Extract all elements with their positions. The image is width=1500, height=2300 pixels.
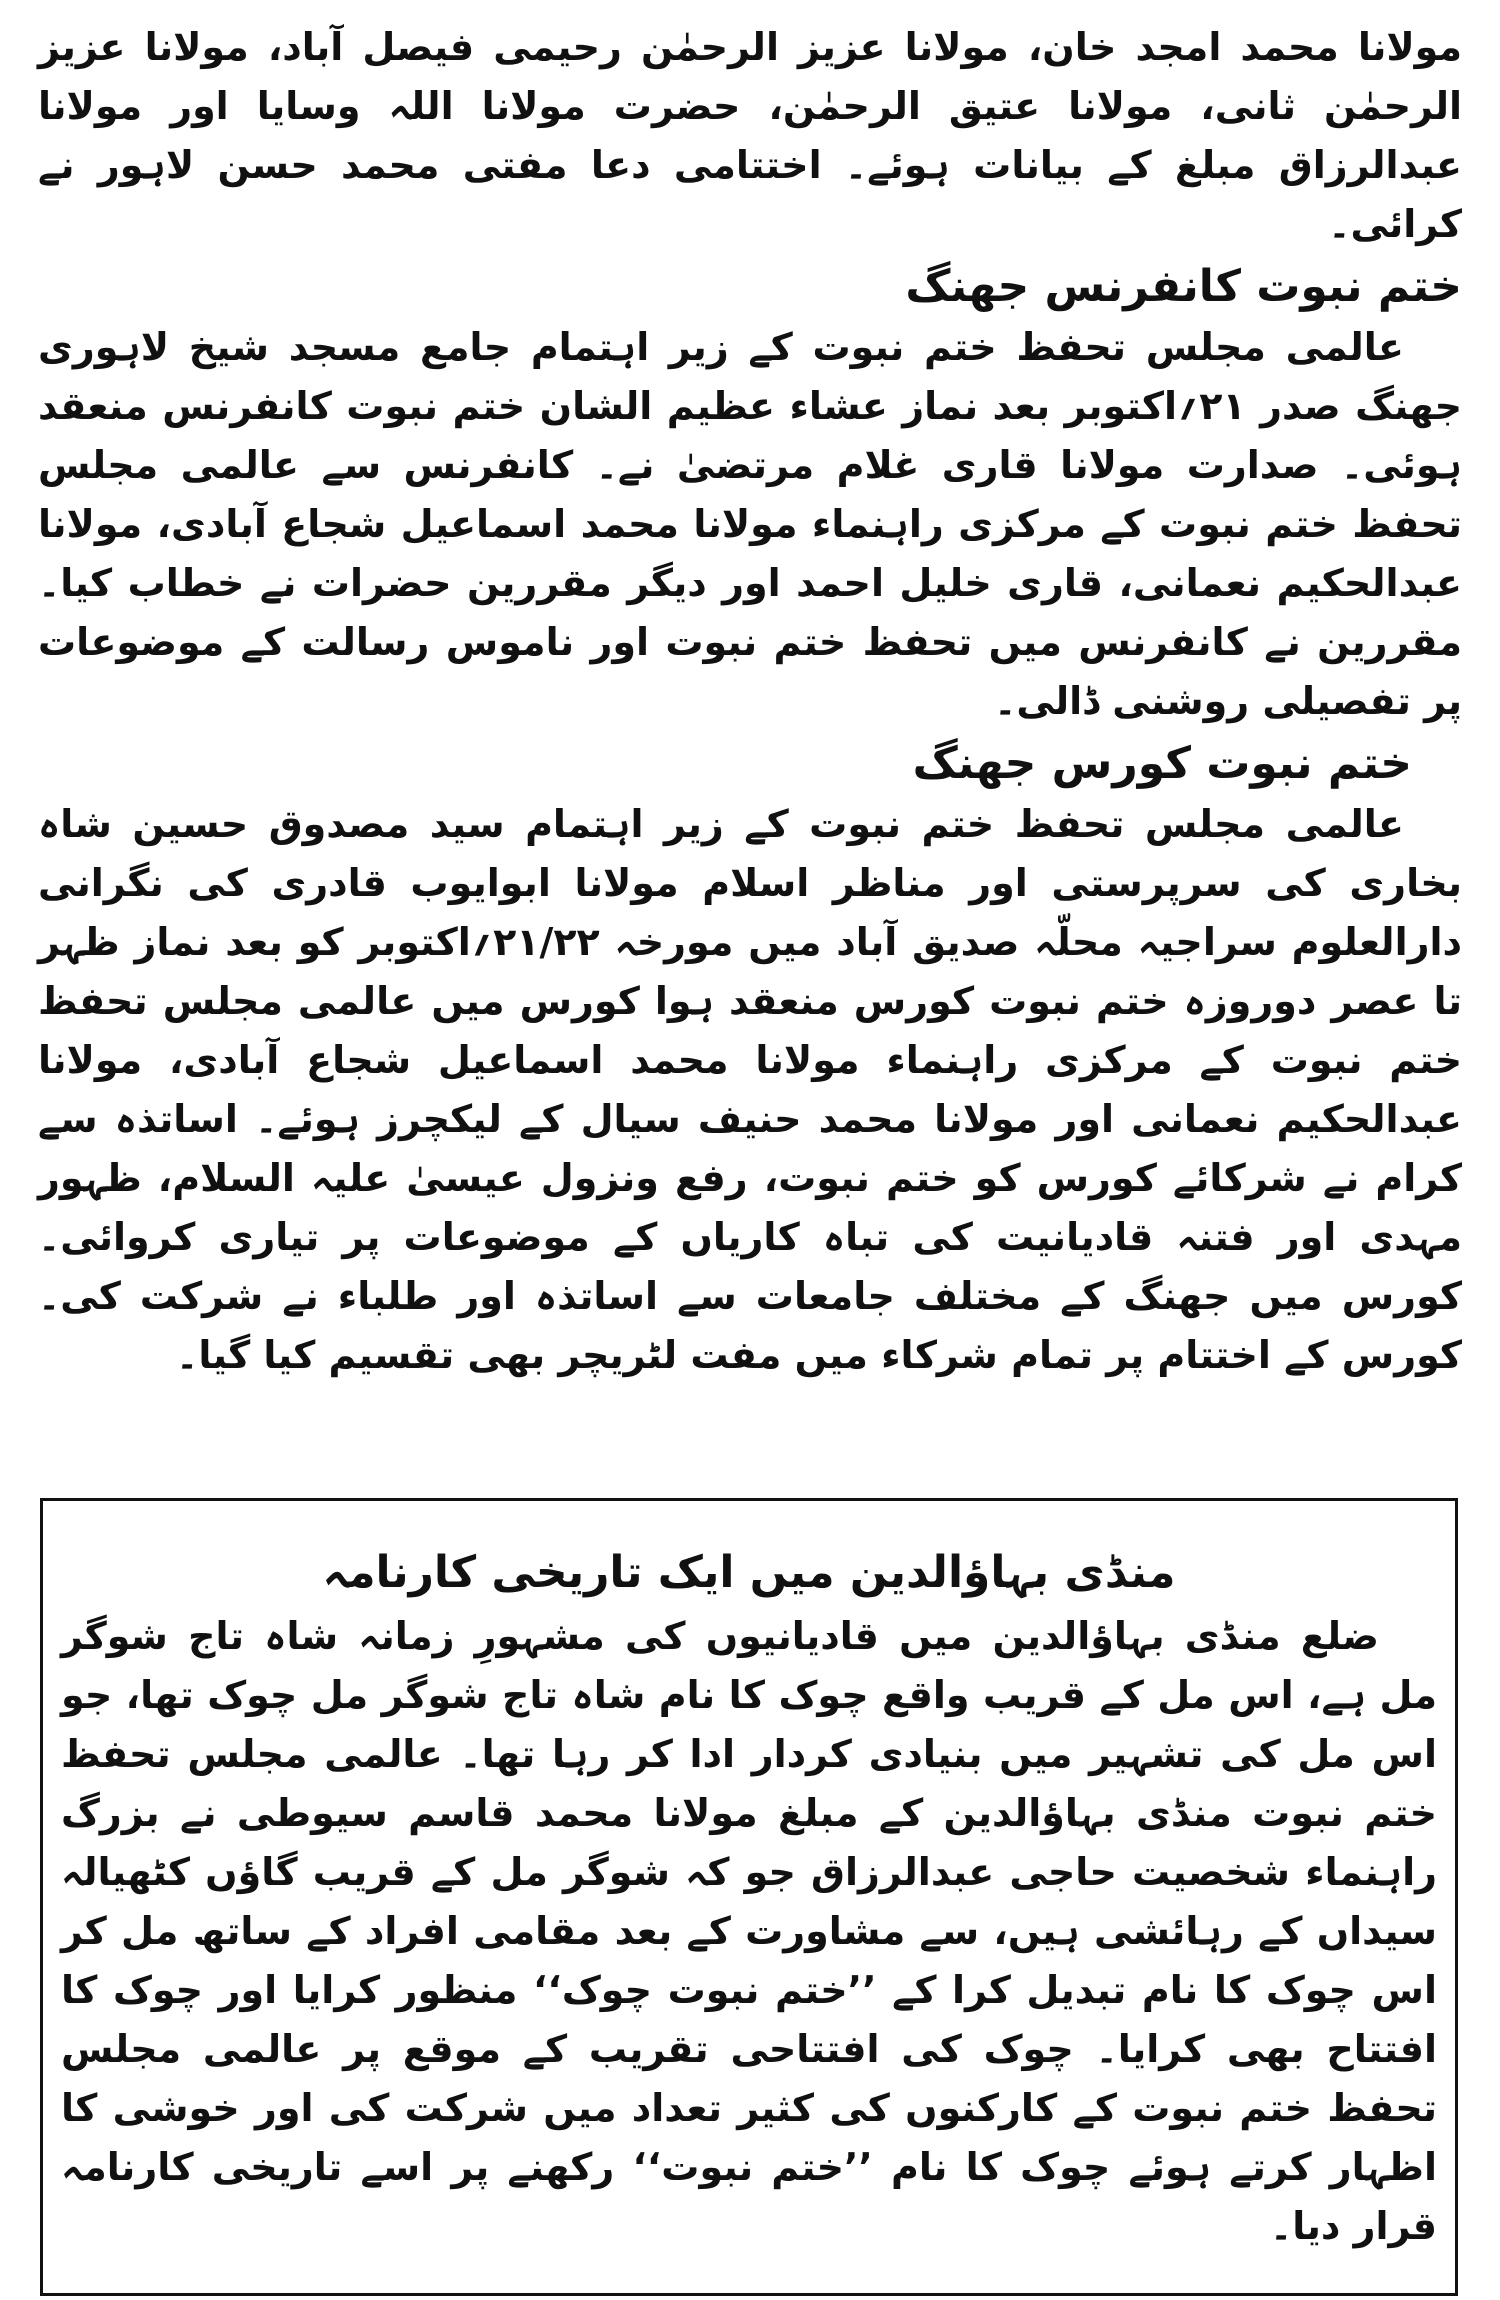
intro-paragraph: مولانا محمد امجد خان، مولانا عزیز الرحمٰن رحیمی فیصل آباد، مولانا عزیز الرحمٰن ثانی، مولانا عتیق الرحمٰن، حضرت مولانا اللہ وسایا اور مولانا عبدالرزاق مبلغ کے بیانات ہوئے۔ اختتامی دعا مفتی محمد حسن لاہور نے کرائی۔ (38, 25, 1462, 246)
article-page (38, 18, 1462, 1385)
boxed-article-body: ضلع منڈی بہاؤالدین میں قادیانیوں کی مشہورِ زمانہ شاہ تاج شوگر مل ہے، اس مل کے قریب واقع چوک کا نام شاہ تاج شوگر مل چوک تھا، جو اس مل کی تشہیر میں بنیادی کردار ادا کر رہا تھا۔ عالمی مجلس تحفظ ختم نبوت منڈی بہاؤالدین کے مبلغ مولانا محمد قاسم سیوطی نے بزرگ راہنماء شخصیت حاجی عبدالرزاق جو کہ شوگر مل کے قریب گاؤں کٹھیالہ سیداں کے رہائشی ہیں، سے مشاورت کے بعد مقامی افراد کے ساتھ مل کر اس چوک کا نام تبدیل کرا کے ’’ختم نبوت چوک‘‘ منظور کرایا اور چوک کا افتتاح بھی کرایا۔ چوک کی افتتاحی تقریب کے موقع پر عالمی مجلس تحفظ ختم نبوت کے کارکنوں کی کثیر تعداد میں شرکت کی اور خوشی کا اظہار کرتے ہوئے چوک کا نام ’’ختم نبوت‘‘ رکھنے پر اسے تاریخی کارنامہ قرار دیا۔ (61, 1614, 1437, 2248)
boxed-article (40, 1498, 1458, 2296)
boxed-article-title: منڈی بہاؤالدین میں ایک تاریخی کارنامہ (322, 1547, 1176, 1598)
section-heading-khatm-course: ختم نبوت کورس جھنگ (912, 738, 1412, 789)
section-heading-khatm-conference: ختم نبوت کانفرنس جھنگ (905, 261, 1462, 312)
section-body-khatm-course: عالمی مجلس تحفظ ختم نبوت کے زیر اہتمام سید مصدوق حسین شاہ بخاری کی سرپرستی اور مناظر اسلام مولانا ابوایوب قادری کی نگرانی دارالعلوم سراجیہ محلّہ صدیق آباد میں مورخہ ۲۱/۲۲؍اکتوبر کو بعد نماز ظہر تا عصر دوروزہ ختم نبوت کورس منعقد ہوا کورس میں عالمی مجلس تحفظ ختم نبوت کے مرکزی راہنماء مولانا محمد اسماعیل شجاع آبادی، مولانا عبدالحکیم نعمانی اور مولانا محمد حنیف سیال کے لیکچرز ہوئے۔ اساتذہ سے کرام نے شرکائے کورس کو ختم نبوت، رفع ونزول عیسیٰ علیہ السلام، ظہور مہدی اور فتنہ قادیانیت کی تباہ کاریاں کے موضوعات پر تیاری کروائی۔ کورس میں جھنگ کے مختلف جامعات سے اساتذہ اور طلباء نے شرکت کی۔ کورس کے اختتام پر تمام شرکاء میں مفت لٹریچر بھی تقسیم کیا گیا۔ (38, 802, 1462, 1377)
section-body-khatm-conference: عالمی مجلس تحفظ ختم نبوت کے زیر اہتمام جامع مسجد شیخ لاہوری جھنگ صدر ۲۱؍اکتوبر بعد نماز عشاء عظیم الشان ختم نبوت کانفرنس منعقد ہوئی۔ صدارت مولانا قاری غلام مرتضیٰ نے۔ کانفرنس سے عالمی مجلس تحفظ ختم نبوت کے مرکزی راہنماء مولانا محمد اسماعیل شجاع آبادی، مولانا عبدالحکیم نعمانی، قاری خلیل احمد اور دیگر مقررین حضرات نے خطاب کیا۔ مقررین نے کانفرنس میں تحفظ ختم نبوت اور ناموس رسالت کے موضوعات پر تفصیلی روشنی ڈالی۔ (38, 325, 1462, 723)
